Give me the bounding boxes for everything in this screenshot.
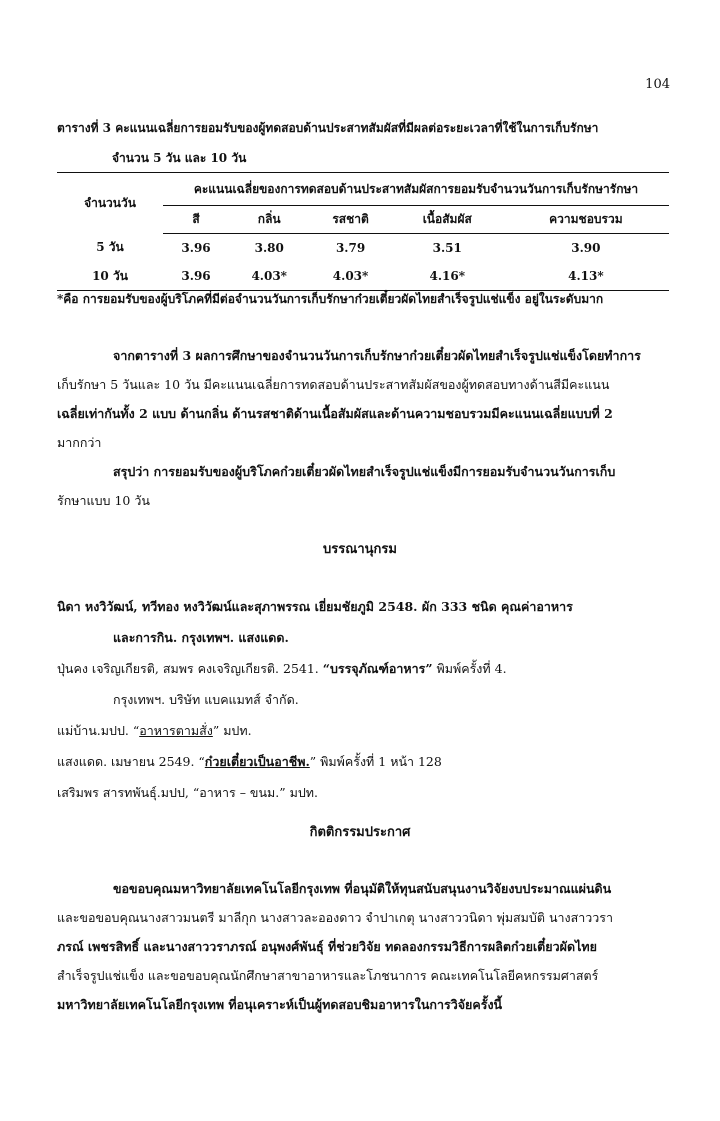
table-cell: 4.03* bbox=[309, 262, 391, 291]
header-texture: เนื้อสัมผัส bbox=[392, 206, 503, 234]
header-odor: กลิ่น bbox=[229, 206, 309, 234]
paragraph-line: สรุปว่า การยอมรับของผู้บริโภคก๋วยเตี๋ยวผัดไทยสำเร็จรูปแช่แข็งมีการยอมรับจำนวนวันการเก็บ bbox=[113, 464, 616, 479]
header-overall-liking: ความชอบรวม bbox=[503, 206, 669, 234]
paragraph-line: จากตารางที่ 3 ผลการศึกษาของจำนวนวันการเก็บรักษาก๋วยเตี๋ยวผัดไทยสำเร็จรูปแช่แข็งโดยทำการ bbox=[113, 348, 641, 363]
table-row bbox=[57, 262, 669, 291]
reference-authors: แสงแดด. เมษายน 2549. “ bbox=[57, 754, 205, 769]
paragraph-line: มหาวิทยาลัยเทคโนโลยีกรุงเทพ ที่อนุเคราะห์เป็นผู้ทดสอบชิมอาหารในการวิจัยครั้งนี้ bbox=[57, 997, 503, 1012]
table-cell: 3.96 bbox=[181, 240, 211, 255]
row-label: 10 วัน bbox=[57, 262, 163, 291]
row-label: 5 วัน bbox=[96, 240, 124, 255]
reference-edition: ” พิมพ์ครั้งที่ 1 หน้า 128 bbox=[309, 754, 442, 769]
paragraph-line: ภรณ์ เพชรสิทธิ์ และนางสาววราภรณ์ อนุพงศ์พันธุ์ ที่ช่วยวิจัย ทดลองกรรมวิธีการผลิตก๋วยเตี๋ยวผัดไทย bbox=[57, 939, 597, 954]
reference-title: ก๋วยเตี๋ยวเป็นอาชีพ. bbox=[204, 754, 310, 769]
table-caption-continued: จำนวน 5 วัน และ 10 วัน bbox=[112, 151, 247, 165]
reference-publisher: ” มปท. bbox=[212, 723, 252, 738]
reference-entry bbox=[57, 598, 677, 629]
table-cell: 4.16* bbox=[392, 262, 503, 291]
table-cell: 3.90 bbox=[571, 240, 601, 255]
reference-entry bbox=[57, 722, 677, 753]
paragraph-line: เฉลี่ยเท่ากันทั้ง 2 แบบ ด้านกลิ่น ด้านรสชาติด้านเนื้อสัมผัสและด้านความชอบรวมมีคะแนนเฉลี่ยแบบที่ 2 bbox=[57, 406, 613, 421]
bibliography-list bbox=[57, 598, 677, 815]
table-caption: ตารางที่ 3 คะแนนเฉลี่ยการยอมรับของผู้ทดสอบด้านประสาทสัมผัสที่มีผลต่อระยะเวลาที่ใช้ในการเก็บรักษา bbox=[57, 121, 599, 135]
reference-entry bbox=[57, 660, 677, 691]
bibliography-heading: บรรณานุกรม bbox=[323, 542, 397, 557]
reference-title: “บรรจุภัณฑ์อาหาร” bbox=[322, 661, 433, 676]
reference-edition: พิมพ์ครั้งที่ 4. bbox=[432, 661, 507, 676]
table-cell: 4.03* bbox=[229, 262, 309, 291]
header-group: คะแนนเฉลี่ยของการทดสอบด้านประสาทสัมผัสการยอมรับจำนวนวันการเก็บรักษารักษา bbox=[163, 173, 669, 206]
acknowledgement-paragraph bbox=[57, 880, 669, 1025]
paragraph-line: ขอขอบคุณมหาวิทยาลัยเทคโนโลยีกรุงเทพ ที่อนุมัติให้ทุนสนับสนุนงานวิจัยงบประมาณแผ่นดิน bbox=[113, 881, 612, 896]
table-row bbox=[57, 234, 669, 263]
reference-title: ผัก 333 ชนิด คุณค่าอาหาร bbox=[421, 599, 573, 614]
reference-authors: ปุ่นคง เจริญเกียรติ, สมพร คงเจริญเกียรติ. 2541. bbox=[57, 661, 323, 676]
reference-authors: นิดา หงวิวัฒน์, ทวีทอง หงวิวัฒน์และสุภาพรรณ เยี่ยมชัยภูมิ 2548. bbox=[57, 599, 422, 614]
paragraph-line: สำเร็จรูปแช่แข็ง และขอขอบคุณนักศึกษาสาขาอาหารและโภชนาการ คณะเทคโนโลยีคหกรรมศาสตร์ bbox=[57, 968, 599, 983]
discussion-paragraph bbox=[57, 347, 669, 521]
reference-continued: และการกิน. กรุงเทพฯ. แสงแดด. bbox=[113, 630, 289, 645]
page-number: 104 bbox=[645, 77, 670, 92]
acknowledgement-heading: กิตติกรรมประกาศ bbox=[309, 825, 411, 840]
reference-authors: แม่บ้าน.มปป. “ bbox=[57, 723, 140, 738]
paragraph-line: และขอขอบคุณนางสาวมนตรี มาลีกุก นางสาวละอองดาว จำปาเกตุ นางสาววนิดา พุ่มสมบัติ นางสาววรา bbox=[57, 910, 614, 925]
reference-entry bbox=[57, 753, 677, 784]
sensory-score-table bbox=[57, 172, 669, 291]
header-color: สี bbox=[163, 206, 229, 234]
paragraph-line: มากกว่า bbox=[57, 435, 102, 450]
paragraph-line: รักษาแบบ 10 วัน bbox=[57, 493, 150, 508]
table-cell: 3.79 bbox=[335, 240, 366, 255]
table-cell: 4.13* bbox=[503, 262, 669, 291]
header-days: จำนวนวัน bbox=[57, 173, 163, 234]
table-cell: 3.80 bbox=[254, 240, 284, 255]
paragraph-line: เก็บรักษา 5 วันและ 10 วัน มีคะแนนเฉลี่ยการทดสอบด้านประสาทสัมผัสของผู้ทดสอบทางด้านสีมีคะแนน bbox=[57, 377, 610, 392]
header-taste: รสชาติ bbox=[309, 206, 391, 234]
reference-continued: กรุงเทพฯ. บริษัท แบคแมทส์ จำกัด. bbox=[113, 692, 299, 707]
table-cell: 3.51 bbox=[432, 240, 462, 255]
reference-entry: เสริมพร สารทพันธุ์.มปป, “อาหาร – ขนม.” มปท. bbox=[57, 785, 318, 800]
table-footnote: *คือ การยอมรับของผู้บริโภคที่มีต่อจำนวนวันการเก็บรักษาก๋วยเตี๋ยวผัดไทยสำเร็จรูปแช่แข็ง อยู่ในระดับมาก bbox=[57, 292, 604, 306]
table-cell: 3.96 bbox=[163, 262, 229, 291]
reference-title: อาหารตามสั่ง bbox=[139, 723, 213, 738]
